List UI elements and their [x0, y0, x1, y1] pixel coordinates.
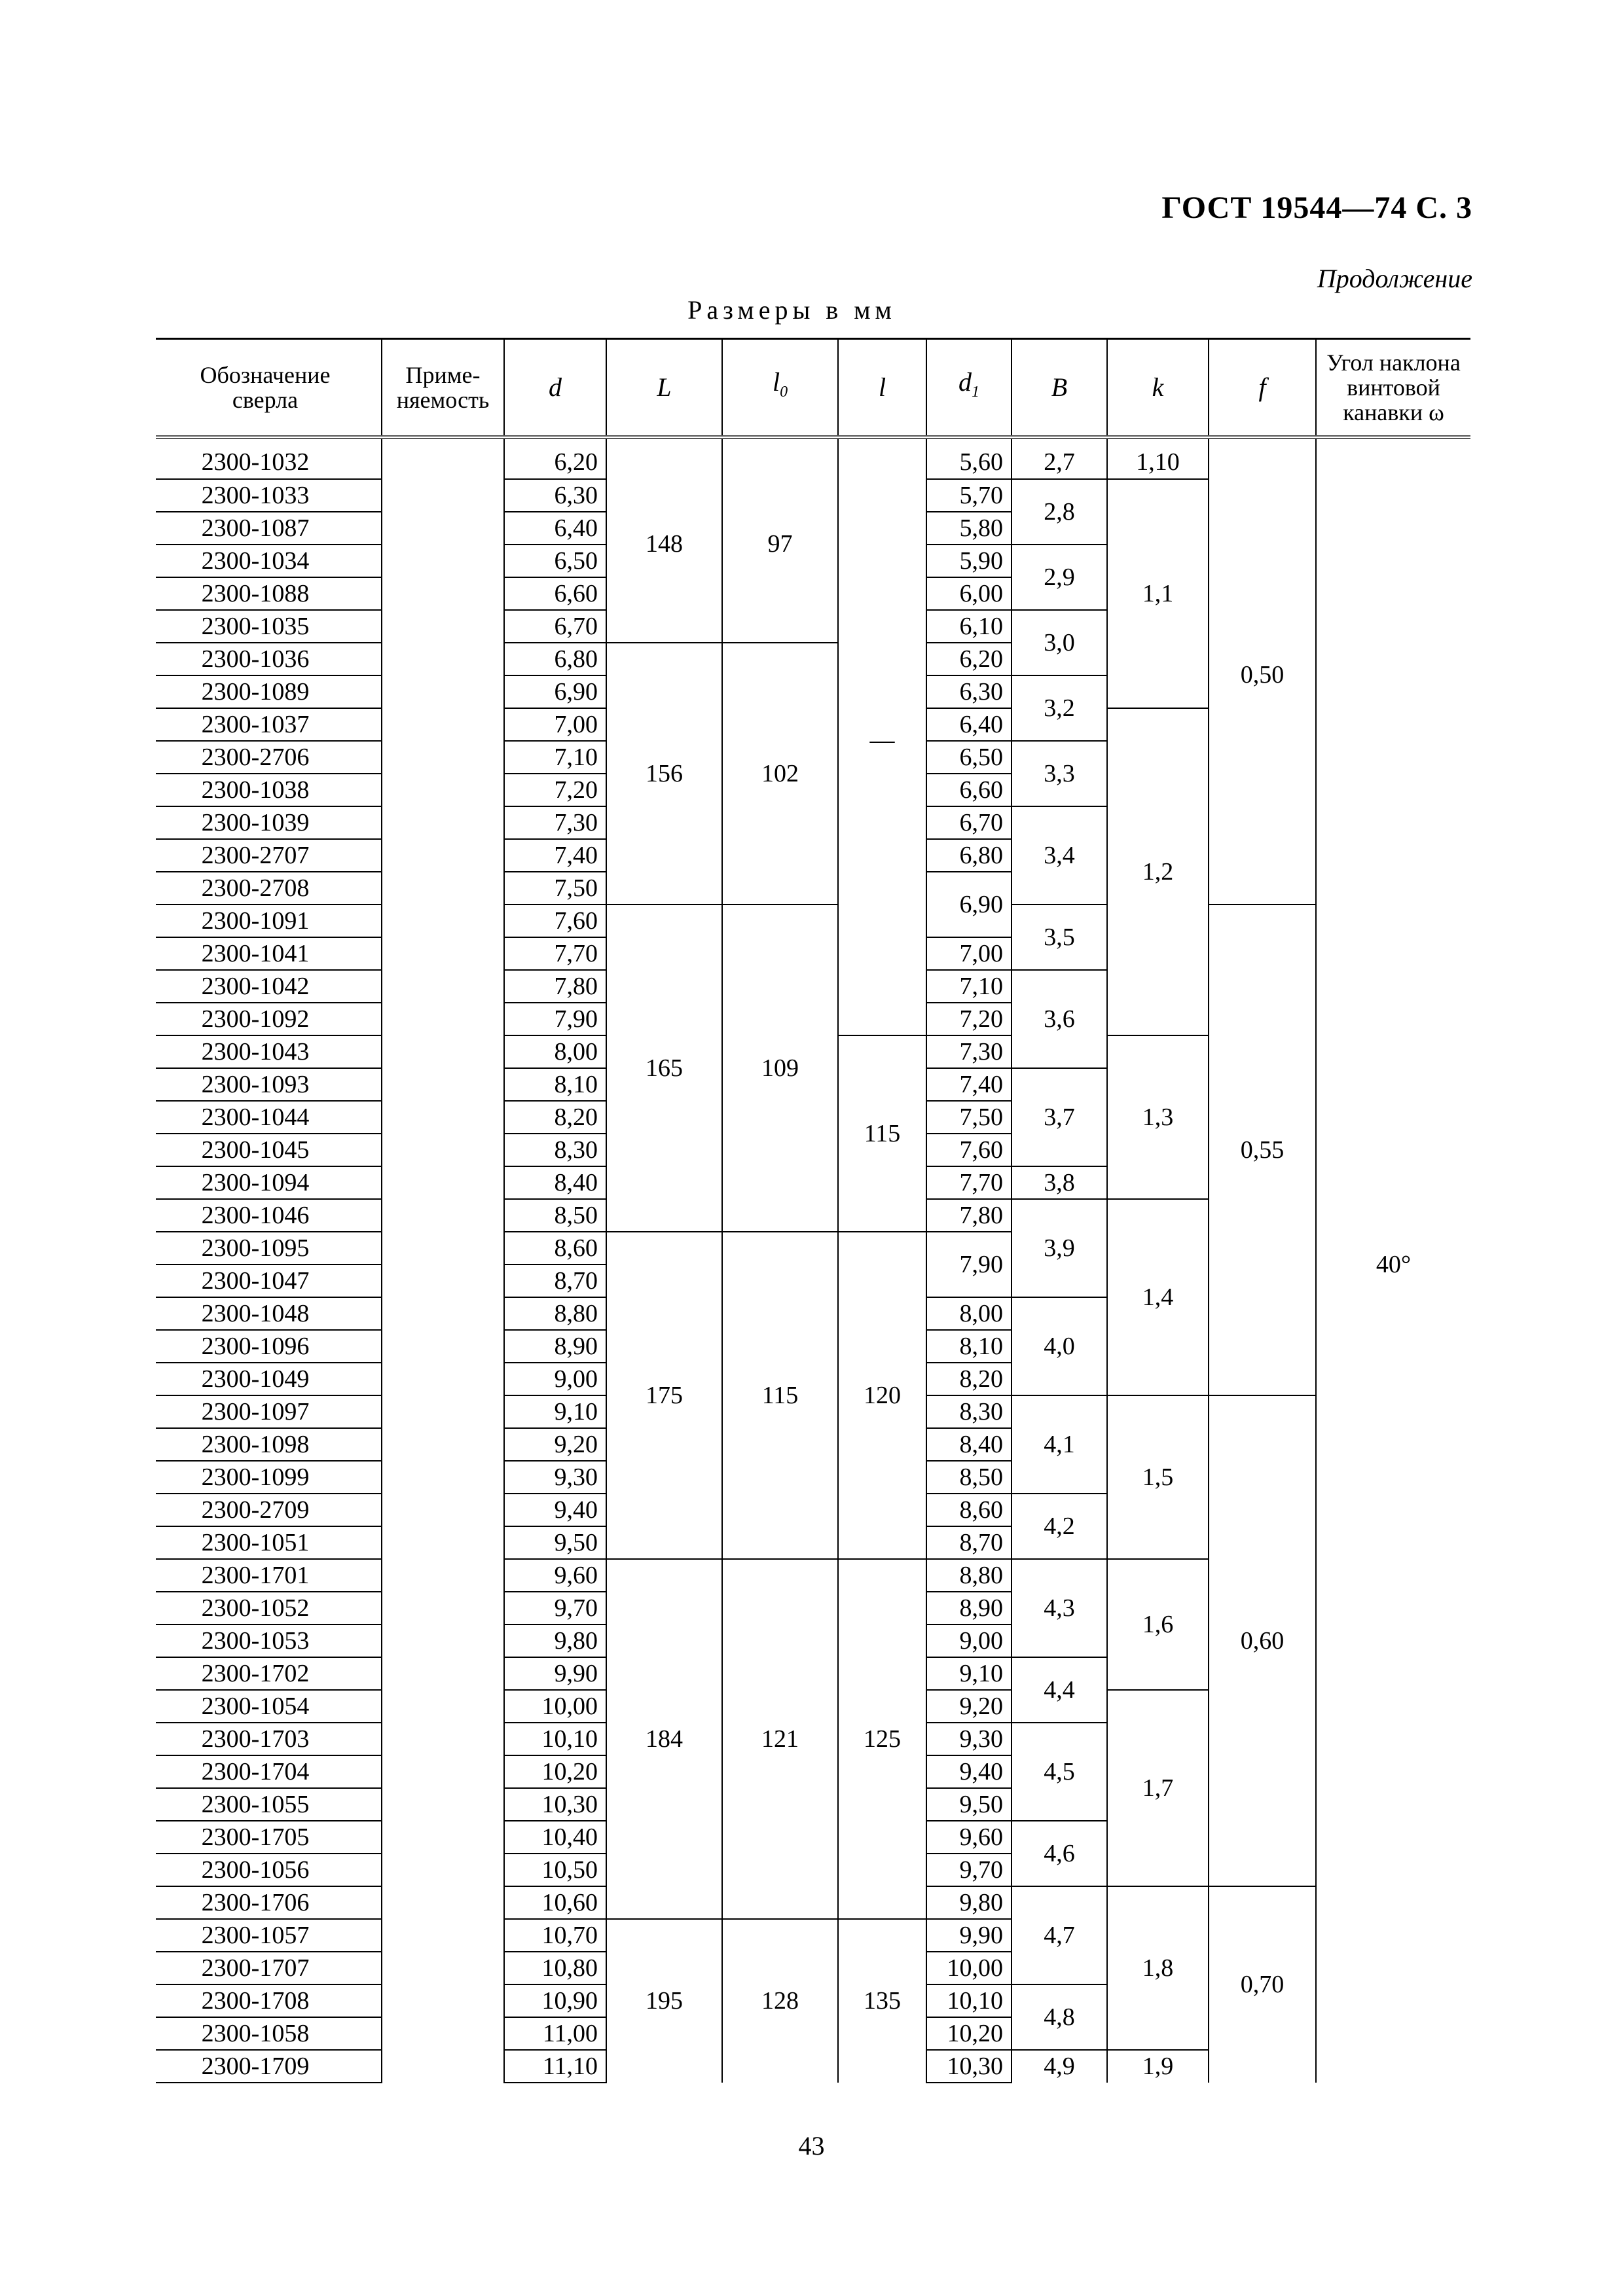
diameter-d1: 8,60	[926, 1494, 1012, 1526]
applicability-cell	[382, 1395, 504, 1428]
diameter-d: 6,40	[504, 512, 606, 545]
applicability-cell	[382, 1592, 504, 1624]
drill-designation: 2300-1047	[156, 1265, 382, 1297]
drill-designation: 2300-1088	[156, 577, 382, 610]
drill-designation: 2300-1058	[156, 2017, 382, 2050]
diameter-d: 8,90	[504, 1330, 606, 1363]
diameter-d: 9,90	[504, 1657, 606, 1690]
drill-designation: 2300-1092	[156, 1003, 382, 1035]
drill-designation: 2300-1033	[156, 479, 382, 512]
width-B: 4,8	[1012, 1984, 1107, 2050]
col-header-L: L	[606, 339, 722, 437]
drill-designation: 2300-1057	[156, 1919, 382, 1952]
diameter-d: 6,80	[504, 643, 606, 675]
applicability-cell	[382, 1755, 504, 1788]
diameter-d: 9,20	[504, 1428, 606, 1461]
col-header-designation: Обозначение сверла	[156, 339, 382, 437]
applicability-cell	[382, 610, 504, 643]
drill-designation: 2300-1041	[156, 937, 382, 970]
l0-symbol: l	[772, 367, 780, 397]
width-B: 3,2	[1012, 675, 1107, 741]
width-B: 4,9	[1012, 2050, 1107, 2083]
diameter-d1: 10,10	[926, 1984, 1012, 2017]
drill-designation: 2300-1095	[156, 1232, 382, 1265]
diameter-d1: 9,60	[926, 1821, 1012, 1854]
header-spacer-row	[156, 437, 1470, 446]
applicability-cell	[382, 937, 504, 970]
width-B: 2,8	[1012, 479, 1107, 545]
length-l: 125	[838, 1559, 926, 1919]
drill-designation: 2300-1702	[156, 1657, 382, 1690]
applicability-cell	[382, 2017, 504, 2050]
diameter-d: 9,30	[504, 1461, 606, 1494]
drill-designation: 2300-1055	[156, 1788, 382, 1821]
drill-designation: 2300-1052	[156, 1592, 382, 1624]
diameter-d1: 8,10	[926, 1330, 1012, 1363]
length-l0: 121	[722, 1559, 838, 1919]
applicability-cell	[382, 806, 504, 839]
continuation-label: Продолжение	[1317, 264, 1472, 293]
length-l0: 115	[722, 1232, 838, 1559]
applicability-cell	[382, 1003, 504, 1035]
length-L: 148	[606, 446, 722, 643]
drill-designation: 2300-1087	[156, 512, 382, 545]
applicability-cell	[382, 1526, 504, 1559]
length-L: 184	[606, 1559, 722, 1919]
value-k: 1,2	[1107, 708, 1209, 1035]
applicability-cell	[382, 675, 504, 708]
applicability-cell	[382, 905, 504, 937]
diameter-d1: 9,00	[926, 1624, 1012, 1657]
width-B: 3,7	[1012, 1068, 1107, 1166]
drill-designation: 2300-1043	[156, 1035, 382, 1068]
value-k: 1,6	[1107, 1559, 1209, 1690]
drill-designation: 2300-1054	[156, 1690, 382, 1723]
diameter-d: 8,20	[504, 1101, 606, 1134]
diameter-d1: 7,40	[926, 1068, 1012, 1101]
length-l0: 97	[722, 446, 838, 643]
drill-designation: 2300-1036	[156, 643, 382, 675]
drill-designation: 2300-1704	[156, 1755, 382, 1788]
col-header-f: f	[1209, 339, 1316, 437]
applicability-cell	[382, 1101, 504, 1134]
col-header-applicability: Приме- няемость	[382, 339, 504, 437]
width-B: 4,5	[1012, 1723, 1107, 1821]
applicability-cell	[382, 1559, 504, 1592]
diameter-d: 7,90	[504, 1003, 606, 1035]
table-header-row	[156, 339, 1470, 437]
width-B: 3,0	[1012, 610, 1107, 675]
diameter-d: 6,70	[504, 610, 606, 643]
applicability-cell	[382, 1919, 504, 1952]
table-row	[156, 446, 1470, 479]
diameter-d1: 9,70	[926, 1854, 1012, 1886]
spacer-cell	[606, 437, 722, 446]
diameter-d: 10,20	[504, 1755, 606, 1788]
diameter-d: 10,40	[504, 1821, 606, 1854]
diameter-d1: 7,70	[926, 1166, 1012, 1199]
spacer-cell	[1012, 437, 1107, 446]
length-L: 195	[606, 1919, 722, 2083]
diameter-d1: 6,20	[926, 643, 1012, 675]
applicability-cell	[382, 577, 504, 610]
length-l0: 128	[722, 1919, 838, 2083]
diameter-d: 9,80	[504, 1624, 606, 1657]
value-k: 1,4	[1107, 1199, 1209, 1395]
diameter-d: 8,80	[504, 1297, 606, 1330]
diameter-d: 8,40	[504, 1166, 606, 1199]
drill-designation: 2300-1703	[156, 1723, 382, 1755]
width-B: 3,6	[1012, 970, 1107, 1068]
diameter-d1: 6,40	[926, 708, 1012, 741]
applicability-cell	[382, 479, 504, 512]
diameter-d1: 8,70	[926, 1526, 1012, 1559]
drill-designation: 2300-1056	[156, 1854, 382, 1886]
diameter-d1: 7,10	[926, 970, 1012, 1003]
diameter-d1: 6,80	[926, 839, 1012, 872]
value-f: 0,50	[1209, 446, 1316, 905]
drill-designation: 2300-1053	[156, 1624, 382, 1657]
diameter-d: 10,80	[504, 1952, 606, 1984]
diameter-d1: 8,40	[926, 1428, 1012, 1461]
drill-designation: 2300-1038	[156, 774, 382, 806]
drill-designation: 2300-2709	[156, 1494, 382, 1526]
applicability-cell	[382, 1494, 504, 1526]
spacer-cell	[926, 437, 1012, 446]
applicability-cell	[382, 1199, 504, 1232]
diameter-d: 8,10	[504, 1068, 606, 1101]
spacer-cell	[1107, 437, 1209, 446]
drill-designation: 2300-1707	[156, 1952, 382, 1984]
applicability-cell	[382, 1657, 504, 1690]
diameter-d1: 6,70	[926, 806, 1012, 839]
diameter-d1: 6,50	[926, 741, 1012, 774]
diameter-d: 7,60	[504, 905, 606, 937]
diameter-d1: 7,80	[926, 1199, 1012, 1232]
diameter-d1: 8,20	[926, 1363, 1012, 1395]
dimensions-table	[156, 338, 1470, 2083]
drill-designation: 2300-1032	[156, 446, 382, 479]
diameter-d1: 7,00	[926, 937, 1012, 970]
diameter-d: 7,10	[504, 741, 606, 774]
col-header-d1: $d_1$	[926, 339, 1012, 437]
diameter-d1: 7,50	[926, 1101, 1012, 1134]
diameter-d1: 8,80	[926, 1559, 1012, 1592]
drill-designation: 2300-1046	[156, 1199, 382, 1232]
drill-designation: 2300-1049	[156, 1363, 382, 1395]
diameter-d1: 7,20	[926, 1003, 1012, 1035]
diameter-d: 10,30	[504, 1788, 606, 1821]
width-B: 3,9	[1012, 1199, 1107, 1297]
diameter-d1: 8,30	[926, 1395, 1012, 1428]
applicability-cell	[382, 643, 504, 675]
value-f: 0,70	[1209, 1886, 1316, 2083]
applicability-cell	[382, 512, 504, 545]
helix-angle: 40°	[1316, 446, 1470, 2083]
col-header-angle: Угол наклона винтовой канавки ω	[1316, 339, 1470, 437]
spacer-cell	[382, 437, 504, 446]
diameter-d: 8,50	[504, 1199, 606, 1232]
value-k: 1,8	[1107, 1886, 1209, 2050]
applicability-cell	[382, 1690, 504, 1723]
length-l0: 102	[722, 643, 838, 905]
diameter-d1: 9,30	[926, 1723, 1012, 1755]
applicability-cell	[382, 774, 504, 806]
diameter-d: 7,30	[504, 806, 606, 839]
width-B: 3,4	[1012, 806, 1107, 905]
diameter-d1: 8,50	[926, 1461, 1012, 1494]
drill-designation: 2300-1709	[156, 2050, 382, 2083]
value-k: 1,3	[1107, 1035, 1209, 1199]
length-l: 120	[838, 1232, 926, 1559]
drill-designation: 2300-1706	[156, 1886, 382, 1919]
diameter-d1: 5,80	[926, 512, 1012, 545]
applicability-cell	[382, 1624, 504, 1657]
value-f: 0,55	[1209, 905, 1316, 1395]
drill-designation: 2300-1701	[156, 1559, 382, 1592]
diameter-d: 9,00	[504, 1363, 606, 1395]
length-L: 165	[606, 905, 722, 1232]
drill-designation: 2300-1034	[156, 545, 382, 577]
diameter-d: 10,00	[504, 1690, 606, 1723]
diameter-d: 9,70	[504, 1592, 606, 1624]
diameter-d1: 10,20	[926, 2017, 1012, 2050]
applicability-cell	[382, 1788, 504, 1821]
drill-designation: 2300-2708	[156, 872, 382, 905]
drill-designation: 2300-1039	[156, 806, 382, 839]
drill-designation: 2300-1048	[156, 1297, 382, 1330]
diameter-d: 9,40	[504, 1494, 606, 1526]
diameter-d: 9,10	[504, 1395, 606, 1428]
applicability-cell	[382, 1886, 504, 1919]
applicability-cell	[382, 1232, 504, 1265]
diameter-d1: 5,90	[926, 545, 1012, 577]
spacer-cell	[838, 437, 926, 446]
value-f: 0,60	[1209, 1395, 1316, 1886]
diameter-d1: 7,60	[926, 1134, 1012, 1166]
drill-designation: 2300-1089	[156, 675, 382, 708]
drill-designation: 2300-1096	[156, 1330, 382, 1363]
diameter-d1: 6,00	[926, 577, 1012, 610]
applicability-cell	[382, 741, 504, 774]
applicability-cell	[382, 1952, 504, 1984]
applicability-cell	[382, 1854, 504, 1886]
value-k: 1,7	[1107, 1690, 1209, 1886]
diameter-d1: 5,60	[926, 446, 1012, 479]
document-title: ГОСТ 19544—74 С. 3	[1161, 190, 1472, 225]
diameter-d: 7,20	[504, 774, 606, 806]
width-B: 4,3	[1012, 1559, 1107, 1657]
applicability-cell	[382, 1984, 504, 2017]
diameter-d: 8,60	[504, 1232, 606, 1265]
diameter-d1: 6,30	[926, 675, 1012, 708]
diameter-d1: 6,60	[926, 774, 1012, 806]
applicability-cell	[382, 2050, 504, 2083]
diameter-d: 8,00	[504, 1035, 606, 1068]
col-header-l: l	[838, 339, 926, 437]
drill-designation: 2300-1037	[156, 708, 382, 741]
applicability-cell	[382, 545, 504, 577]
applicability-cell	[382, 1821, 504, 1854]
applicability-cell	[382, 1166, 504, 1199]
applicability-cell	[382, 1297, 504, 1330]
applicability-cell	[382, 1363, 504, 1395]
drill-designation: 2300-1708	[156, 1984, 382, 2017]
applicability-cell	[382, 970, 504, 1003]
value-k: 1,9	[1107, 2050, 1209, 2083]
value-k: 1,10	[1107, 446, 1209, 479]
applicability-cell	[382, 446, 504, 479]
diameter-d1: 7,30	[926, 1035, 1012, 1068]
diameter-d1: 6,90	[926, 872, 1012, 937]
d1-symbol: d	[958, 367, 972, 397]
width-B: 3,3	[1012, 741, 1107, 806]
diameter-d: 10,60	[504, 1886, 606, 1919]
width-B: 3,8	[1012, 1166, 1107, 1199]
drill-designation: 2300-1035	[156, 610, 382, 643]
diameter-d1: 10,00	[926, 1952, 1012, 1984]
spacer-cell	[156, 437, 382, 446]
width-B: 4,7	[1012, 1886, 1107, 1984]
drill-designation: 2300-1051	[156, 1526, 382, 1559]
col-header-B: B	[1012, 339, 1107, 437]
diameter-d1: 9,10	[926, 1657, 1012, 1690]
applicability-cell	[382, 1068, 504, 1101]
table-row	[156, 905, 1470, 937]
drill-designation: 2300-1093	[156, 1068, 382, 1101]
drill-designation: 2300-1097	[156, 1395, 382, 1428]
diameter-d: 6,20	[504, 446, 606, 479]
diameter-d: 7,70	[504, 937, 606, 970]
applicability-cell	[382, 1330, 504, 1363]
width-B: 2,9	[1012, 545, 1107, 610]
diameter-d: 7,50	[504, 872, 606, 905]
applicability-cell	[382, 708, 504, 741]
diameter-d: 7,80	[504, 970, 606, 1003]
units-caption	[0, 295, 1623, 325]
drill-designation: 2300-1099	[156, 1461, 382, 1494]
diameter-d: 8,70	[504, 1265, 606, 1297]
diameter-d: 6,30	[504, 479, 606, 512]
diameter-d: 9,50	[504, 1526, 606, 1559]
length-L: 156	[606, 643, 722, 905]
diameter-d1: 9,20	[926, 1690, 1012, 1723]
width-B: 2,7	[1012, 446, 1107, 479]
width-B: 4,0	[1012, 1297, 1107, 1395]
applicability-cell	[382, 1265, 504, 1297]
width-B: 3,5	[1012, 905, 1107, 970]
col-header-k: k	[1107, 339, 1209, 437]
diameter-d: 6,90	[504, 675, 606, 708]
value-k: 1,5	[1107, 1395, 1209, 1559]
length-l: 135	[838, 1919, 926, 2083]
page-number: 43	[798, 2131, 825, 2161]
spacer-cell	[504, 437, 606, 446]
drill-designation: 2300-1091	[156, 905, 382, 937]
spacer-cell	[722, 437, 838, 446]
col-header-d: d	[504, 339, 606, 437]
value-k: 1,1	[1107, 479, 1209, 708]
applicability-cell	[382, 1461, 504, 1494]
applicability-cell	[382, 839, 504, 872]
diameter-d1: 9,50	[926, 1788, 1012, 1821]
diameter-d: 8,30	[504, 1134, 606, 1166]
diameter-d1: 8,90	[926, 1592, 1012, 1624]
diameter-d: 7,00	[504, 708, 606, 741]
diameter-d: 10,90	[504, 1984, 606, 2017]
applicability-cell	[382, 1134, 504, 1166]
length-l: —	[838, 446, 926, 1035]
diameter-d: 7,40	[504, 839, 606, 872]
length-l: 115	[838, 1035, 926, 1232]
units-text: Размеры в мм	[687, 295, 896, 325]
diameter-d: 10,50	[504, 1854, 606, 1886]
diameter-d: 11,00	[504, 2017, 606, 2050]
diameter-d: 11,10	[504, 2050, 606, 2083]
spacer-cell	[1209, 437, 1316, 446]
diameter-d: 10,70	[504, 1919, 606, 1952]
width-B: 4,2	[1012, 1494, 1107, 1559]
drill-designation: 2300-1094	[156, 1166, 382, 1199]
width-B: 4,1	[1012, 1395, 1107, 1494]
spacer-cell	[1316, 437, 1470, 446]
width-B: 4,4	[1012, 1657, 1107, 1723]
diameter-d1: 9,40	[926, 1755, 1012, 1788]
length-L: 175	[606, 1232, 722, 1559]
diameter-d: 9,60	[504, 1559, 606, 1592]
applicability-cell	[382, 1723, 504, 1755]
length-l0: 109	[722, 905, 838, 1232]
diameter-d: 6,60	[504, 577, 606, 610]
diameter-d1: 9,90	[926, 1919, 1012, 1952]
diameter-d1: 8,00	[926, 1297, 1012, 1330]
drill-designation: 2300-1098	[156, 1428, 382, 1461]
drill-designation: 2300-1044	[156, 1101, 382, 1134]
drill-designation: 2300-2706	[156, 741, 382, 774]
diameter-d1: 9,80	[926, 1886, 1012, 1919]
diameter-d1: 5,70	[926, 479, 1012, 512]
applicability-cell	[382, 1035, 504, 1068]
drill-designation: 2300-1705	[156, 1821, 382, 1854]
applicability-cell	[382, 1428, 504, 1461]
diameter-d: 10,10	[504, 1723, 606, 1755]
diameter-d1: 6,10	[926, 610, 1012, 643]
diameter-d1: 7,90	[926, 1232, 1012, 1297]
width-B: 4,6	[1012, 1821, 1107, 1886]
drill-designation: 2300-2707	[156, 839, 382, 872]
diameter-d1: 10,30	[926, 2050, 1012, 2083]
col-header-l0: $l_0$	[722, 339, 838, 437]
drill-designation: 2300-1042	[156, 970, 382, 1003]
table-body	[156, 437, 1470, 2083]
drill-designation: 2300-1045	[156, 1134, 382, 1166]
diameter-d: 6,50	[504, 545, 606, 577]
applicability-cell	[382, 872, 504, 905]
